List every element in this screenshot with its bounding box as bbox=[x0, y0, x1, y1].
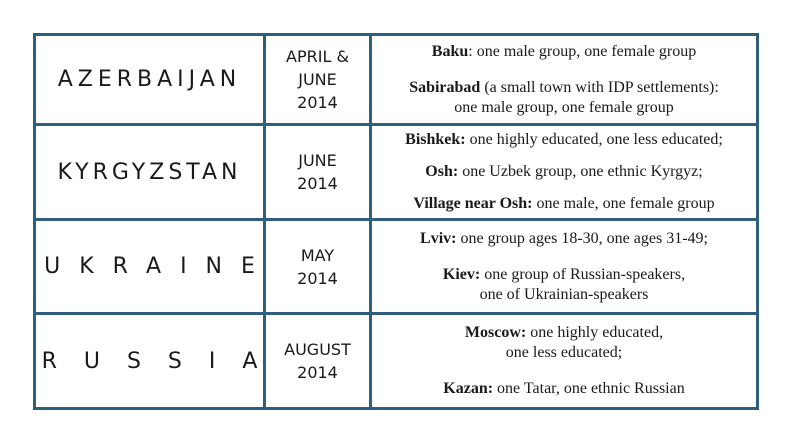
date-line: 2014 bbox=[297, 363, 338, 382]
detail-text: one group ages 18-30, one ages 31-49; bbox=[456, 229, 708, 247]
detail-city: Kiev: bbox=[442, 265, 481, 283]
date-line: 2014 bbox=[297, 268, 338, 288]
details-cell-kyrgyzstan bbox=[372, 126, 756, 221]
details-cell-russia bbox=[372, 315, 756, 407]
country-name: AZERBAIJAN bbox=[57, 67, 242, 92]
detail-entry-line2: one male group, one female group bbox=[454, 98, 674, 116]
detail-entry-line2: one less educated; bbox=[505, 344, 623, 361]
detail-city: Baku bbox=[431, 42, 469, 60]
country-cell-russia bbox=[36, 315, 285, 407]
date-line: APRIL & bbox=[286, 47, 349, 66]
detail-city: Lviv: bbox=[420, 229, 457, 247]
country-cell-ukraine bbox=[36, 221, 274, 315]
detail-entry bbox=[432, 42, 696, 62]
detail-text: (a small town with IDP settlements): bbox=[480, 78, 719, 96]
date-cell-kyrgyzstan bbox=[266, 126, 372, 221]
detail-text: one male, one female group bbox=[532, 195, 715, 212]
detail-entry bbox=[409, 78, 719, 98]
detail-entry-line2: one of Ukrainian-speakers bbox=[479, 285, 649, 303]
detail-entry bbox=[420, 229, 708, 249]
detail-entry bbox=[443, 379, 684, 399]
country-name: UKRAINE bbox=[44, 254, 274, 279]
date-line: AUGUST bbox=[284, 340, 351, 359]
detail-city: Bishkek: bbox=[405, 131, 466, 148]
country-name: RUSSIA bbox=[41, 348, 285, 374]
detail-city: Osh: bbox=[425, 163, 459, 180]
detail-entry bbox=[405, 130, 723, 150]
country-cell-kyrgyzstan bbox=[36, 126, 266, 221]
detail-text: one Uzbek group, one ethnic Kyrgyz; bbox=[458, 163, 703, 180]
detail-entry bbox=[425, 162, 702, 182]
detail-city: Moscow: bbox=[464, 324, 527, 341]
detail-text: one Tatar, one ethnic Russian bbox=[493, 380, 685, 397]
detail-city: Sabirabad bbox=[409, 78, 481, 96]
details-cell-ukraine bbox=[372, 221, 756, 315]
detail-text: : one male group, one female group bbox=[468, 42, 697, 60]
focus-group-table bbox=[33, 33, 759, 410]
detail-entry bbox=[465, 323, 663, 343]
country-cell-azerbaijan bbox=[36, 36, 266, 126]
country-name: KYRGYZSTAN bbox=[57, 159, 242, 185]
detail-city: Kazan: bbox=[443, 380, 494, 397]
date-cell-azerbaijan bbox=[266, 36, 372, 126]
detail-text: one highly educated, one less educated; bbox=[465, 131, 723, 148]
date-line: 2014 bbox=[297, 93, 338, 112]
date-cell-russia bbox=[266, 315, 372, 407]
date-line: 2014 bbox=[297, 174, 338, 193]
detail-text: one highly educated, bbox=[526, 324, 664, 341]
date-cell-ukraine bbox=[266, 221, 372, 315]
details-cell-azerbaijan bbox=[372, 36, 756, 126]
detail-text: one group of Russian-speakers, bbox=[480, 265, 686, 283]
date-line: JUNE bbox=[298, 70, 337, 89]
date-line: MAY bbox=[300, 245, 335, 265]
date-line: JUNE bbox=[298, 151, 337, 170]
detail-entry bbox=[413, 194, 714, 214]
detail-city: Village near Osh: bbox=[413, 195, 533, 212]
detail-entry bbox=[443, 265, 685, 285]
